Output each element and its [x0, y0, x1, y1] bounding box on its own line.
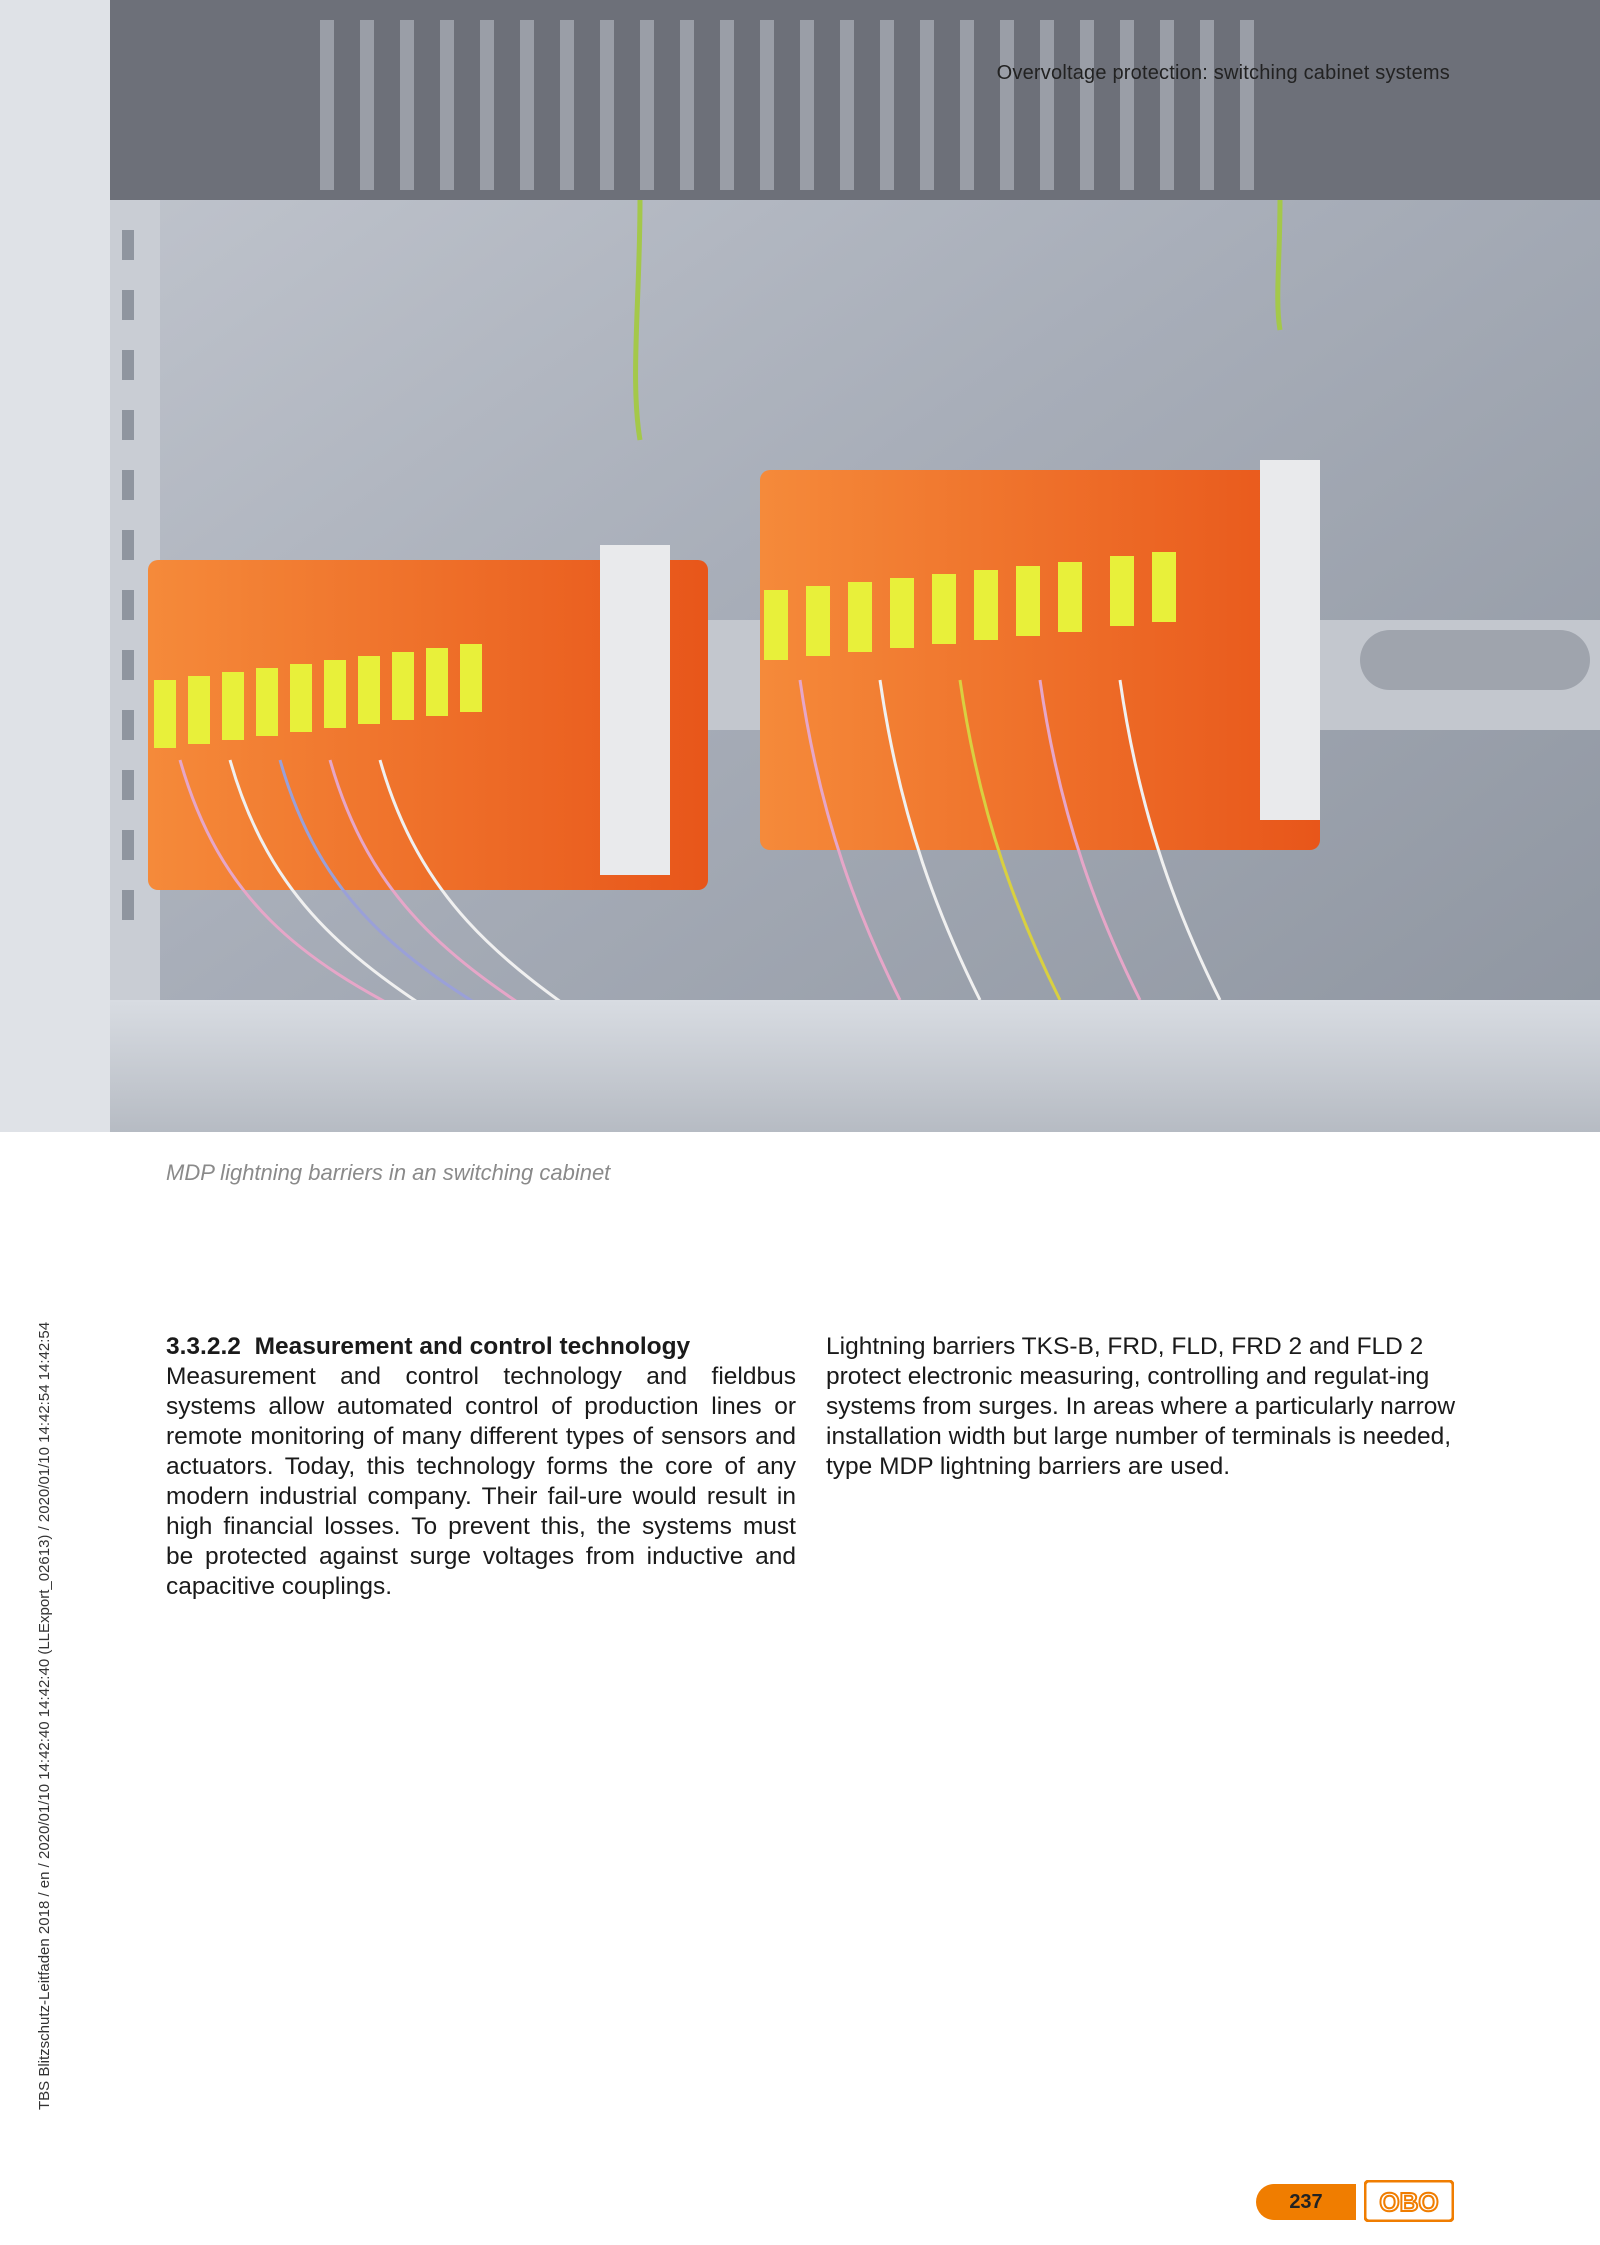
left-column — [166, 1332, 796, 1602]
page-number-badge — [1256, 2184, 1356, 2220]
left-paragraph: Measurement and control technology and fieldbus systems allow automated control of production lines or remote monitoring of many different types of sensors and actuators. Today, this technology forms the core of any modern industrial company. Their fail-ure would result in high financial losses. To prevent this, the systems must be protected against surge voltages from inductive and capacitive couplings. — [166, 1363, 796, 1600]
right-paragraph: Lightning barriers TKS-B, FRD, FLD, FRD 2 and FLD 2 protect electronic measuring, controlling and regulat-ing systems from surges. In areas where a particularly narrow installation width but large number of terminals is needed, type MDP lightning barriers are used. — [826, 1333, 1456, 1480]
photo-caption: MDP lightning barriers in an switching cabinet — [166, 1160, 611, 1185]
section-number: 3.3.2.2 — [166, 1333, 241, 1360]
running-header: Overvoltage protection: switching cabinet systems — [996, 62, 1450, 84]
right-column — [826, 1332, 1456, 1482]
page-number: 237 — [1289, 2190, 1323, 2213]
obo-logo — [1364, 2180, 1454, 2222]
section-title: Measurement and control technology — [254, 1333, 691, 1360]
obo-logo-text: OBO — [1379, 2187, 1439, 2217]
right-barrier-block — [760, 470, 1320, 850]
side-metadata: TBS Blitzschutz-Leitfaden 2018 / en / 2020/01/10 14:42:40 14:42:40 (LLExport_02613) / 2020/01/10 14:42:54 14:42:54 — [36, 1321, 53, 2110]
section-heading — [166, 1332, 796, 1362]
